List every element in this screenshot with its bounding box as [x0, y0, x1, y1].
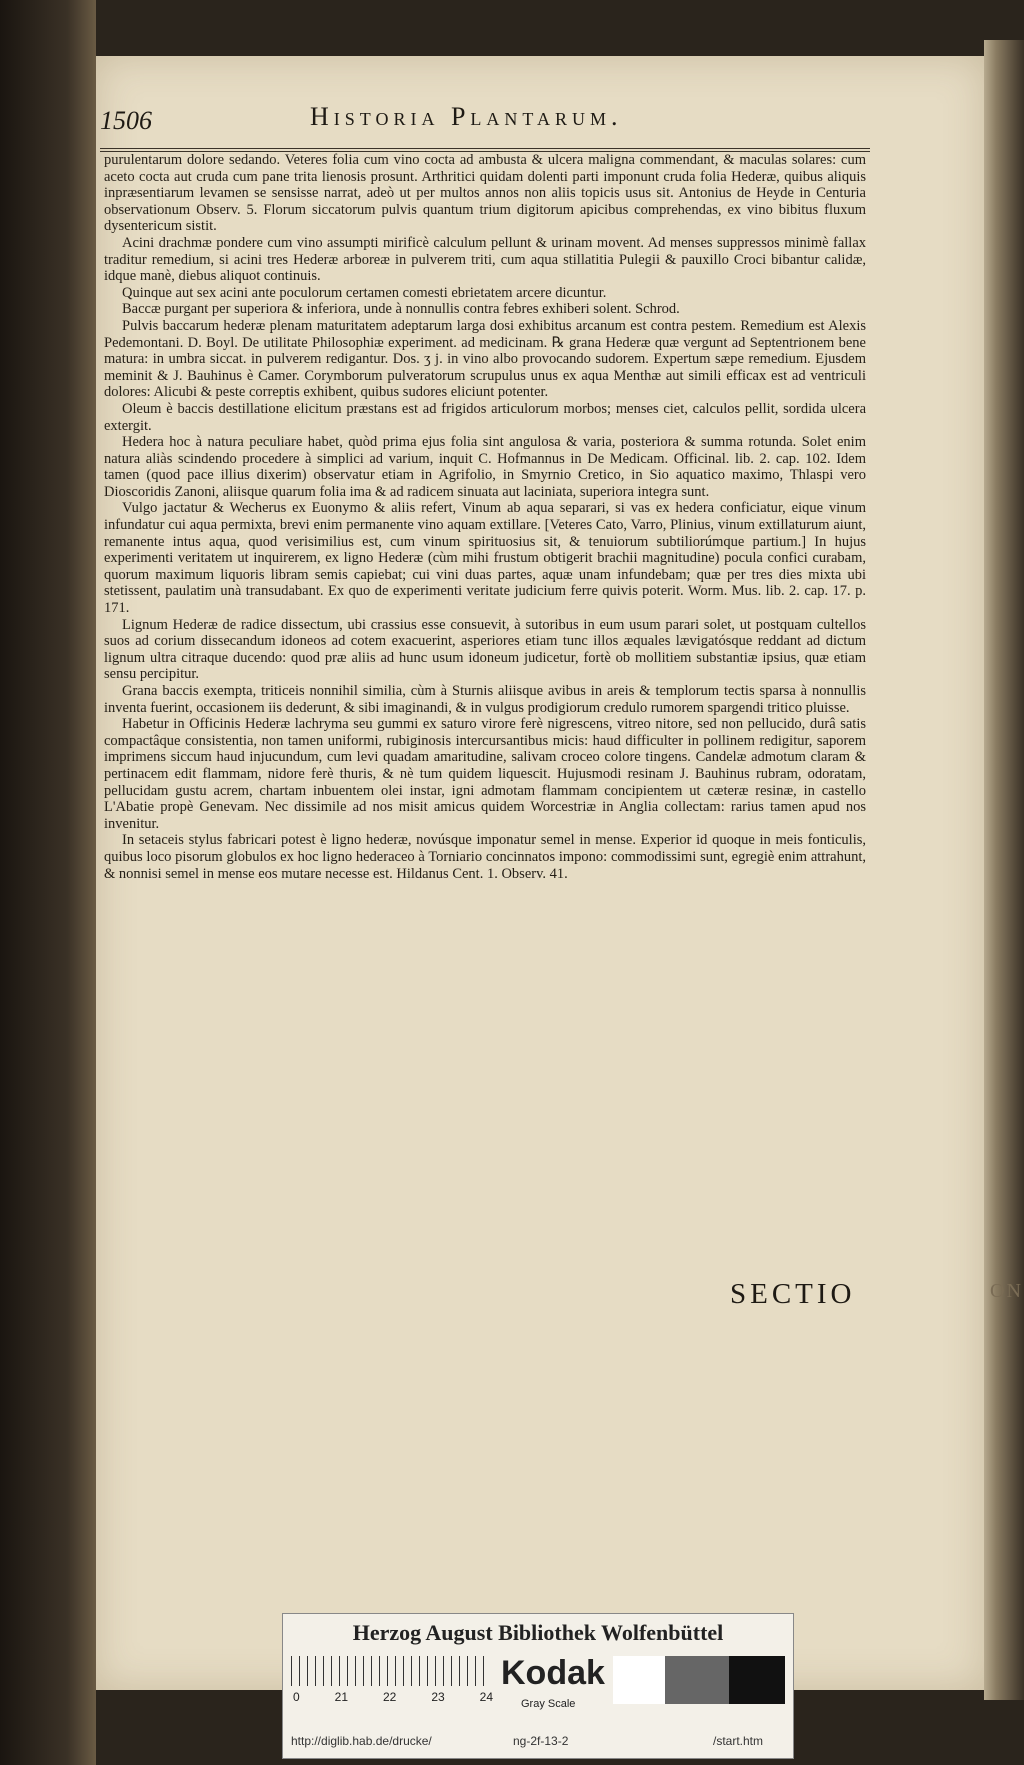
ruler-numbers — [293, 1690, 493, 1704]
paragraph: Habetur in Officinis Hederæ lachryma seu gummi ex saturo virore ferè nigrescens, vitreo nitore, sed non pellucido, durâ satis compactâque consistentia, non tamen uniformi, rubiginosis intercursantibus micis: haud difficulter in pollinem redigitur, saporem imprimens siccum haud injucundum, cum levi quadam amaritudine, salivam croceo colore tingens. Candelæ admotum claram & pertinacem edit flammam, nidore ferè thuris, & nè tum quidem liquescit. Hujusmodi resinam J. Bauhinus rubram, odoratam, pellucidam gustu acrem, chartam inbuentem olei instar, igni admotam flammam concipientem ut cæteræ resinæ, in castello L'Abatie propè Genevam. Nec dissimile ad nos misit amicus quidem Worcestriæ in Anglia collectam: rarius tamen apud nos invenitur. — [104, 716, 866, 832]
page-number: 1506 — [100, 106, 152, 135]
header-rule — [100, 148, 870, 149]
paragraph: Vulgo jactatur & Wecherus ex Euonymo & aliis refert, Vinum ab aqua separari, si vas ex hedera conficiatur, eique vinum infundatur cui aqua permixta, brevi enim permanente vino aquam extillare. [Veteres Cato, Varro, Plinius, vinum extillaturum aiunt, remanente intus aqua, quod verisimilius est, cum vinum spirituosius sit, & tenuiorum subtiliorúmque partium.] In hujus experimenti veritatem ut inquirerem, ex ligno Hederæ (cùm mihi frustum obtigerit brachii magnitudine) pocula confici curabam, quorum maximum liquoris libram semis capiebat; cui vini duas partes, aquæ unam infundebam; quæ per tres dies mixta ubi stetissent, paulatim unà transudabant. Ex quo de experimenti veritate judicium ferre quivis poterit. Worm. Mus. lib. 2. cap. 17. p. 171. — [104, 500, 866, 617]
paragraph: Grana baccis exempta, triticeis nonnihil similia, cùm à Sturnis aliisque avibus in areis & templorum tectis sparsa à nonnullis inventa fuerint, occasionem iis dederunt, & sibi imaginandi, & in vulgus prodigiorum credulo rumorem spargendi tritico pluisse. — [104, 683, 866, 716]
paragraph: Oleum è baccis destillatione elicitum præstans est ad frigidos articulorum morbos; menses ciet, calculos pellit, sordida ulcera extergit. — [104, 400, 866, 434]
digital-library-url: http://diglib.hab.de/drucke/ — [291, 1734, 432, 1748]
paragraph: purulentarum dolore sedando. Veteres folia cum vino cocta ad ambusta & ulcera maligna commendant, & maculas solares: cum aceto cocta aut cruda cum pane trita lienosis prosunt. Arthritici quidam dolenti parti imponunt cruda folia Hederæ, quibus aliquis inpræsentiarum levamen se sensisse narrat, adeò ut per multos annos non aliis topicis usus sit. Antonius de Heyde in Centuria observationum Observ. 5. Florum siccatorum pulvis quantum trium digitorum apicibus comprehendas, ex vino bibitus fluxum dysentericum sistit. — [104, 152, 866, 235]
paragraph: Hedera hoc à natura peculiare habet, quòd prima ejus folia sint angulosa & varia, posteriora & summa rotunda. Solet enim natura aliàs scindendo procedere à simplici ad varium, inquit C. Hofmannus in De Medicam. Officinal. lib. 2. cap. 102. Idem tamen (quod pace illius dixerim) observatur etiam in Agrifolio, in Smyrnio Cretico, in Sio aquatico maximo, Thlaspi vero Dioscoridis Zanoni, aliisque quarum folia ima & ad radicem sinuata aut laciniata, superiora integra sunt. — [104, 434, 866, 500]
ruler-number: 24 — [479, 1690, 493, 1704]
running-title: Historia Plantarum. — [310, 102, 623, 131]
gray-patch-black — [729, 1656, 785, 1704]
ruler-number: 22 — [382, 1690, 397, 1704]
paragraph: Baccæ purgant per superiora & inferiora, unde à nonnullis contra febres exhiberi solent. Schrod. — [122, 301, 680, 318]
catchword: SECTIO — [730, 1278, 856, 1310]
paragraph: Quinque aut sex acini ante poculorum certamen comesti ebrietatem arcere dicuntur. — [122, 284, 607, 301]
gray-patch-mid — [665, 1656, 729, 1704]
ruler-number: 23 — [431, 1690, 445, 1704]
paragraph: In setaceis stylus fabricari potest è ligno hederæ, novúsque imponatur semel in mense. Experior id quoque in meis fonticulis, quibus loco pisorum globulos ex hoc ligno hederaceo à Torniario concinnatos impono: commodissimi sunt, egregiè enim attrahunt, & nonnisi semel in mense eos mutare necesse est. Hildanus Cent. 1. Observ. 41. — [104, 832, 866, 882]
paragraph: Lignum Hederæ de radice dissectum, ubi crassius esse consuevit, à sutoribus in eum usum parari solet, ut postquam cultellos suos ad corium dissecandum idoneos ad cotem exacuerint, asperiores etiam tunc illos æquales lævigatósque reddant ad dictum lignum ultra citraque ducendo: quod præ aliis ad hunc usum idoneum judicetur, fortè ob mollitiem substantiæ ipsius, quæ etiam sensu percipitur. — [104, 616, 866, 683]
kodak-logo: Kodak — [501, 1654, 605, 1692]
ruler-number: 0 — [293, 1690, 300, 1704]
body-text — [104, 152, 866, 882]
book-gutter-shadow — [0, 0, 96, 1765]
color-calibration-target — [282, 1613, 794, 1759]
page-header — [100, 100, 870, 146]
gray-patch-white — [613, 1656, 671, 1704]
ruler-scale — [291, 1656, 491, 1686]
facing-page-fragment: ON — [990, 1280, 1023, 1302]
ruler-number: 21 — [334, 1690, 349, 1704]
facing-page-edge — [984, 40, 1024, 1700]
library-name: Herzog August Bibliothek Wolfenbüttel — [352, 1620, 724, 1645]
gray-scale-label: Gray Scale — [521, 1698, 576, 1710]
start-page-link: /start.htm — [713, 1734, 764, 1748]
shelfmark: ng-2f-13-2 — [513, 1734, 569, 1748]
paragraph: Acini drachmæ pondere cum vino assumpti mirificè calculum pellunt & urinam movent. Ad menses suppressos minimè fallax traditur remedium, si acini tres Hederæ arboreæ in pulverem triti, cum aqua stillatitia Pulegii & pauxillo Croci bibantur calidæ, idque manè, diebus aliquot continuis. — [104, 234, 866, 285]
paragraph: Pulvis baccarum hederæ plenam maturitatem adeptarum larga dosi exhibitus arcanum est contra pestem. Remedium est Alexis Pedemontani. D. Boyl. De utilitate Philosophiæ experiment. ad medicinam. ℞ grana Hederæ quæ vergunt ad Septentrionem bene matura: in umbra siccat. in pulverem redigantur. Dos. ʒ j. in vino albo provocando sudorem. Expertum sæpe remedium. Ejusdem meminit & J. Bauhinus è Camer. Corymborum pulveratorum scrupulus unus ex aqua Menthæ aut simili efficax est ad ventriculi dolores: Alicubi & peste correptis exhibent, quibus sudores eliciunt potenter. — [104, 317, 866, 401]
